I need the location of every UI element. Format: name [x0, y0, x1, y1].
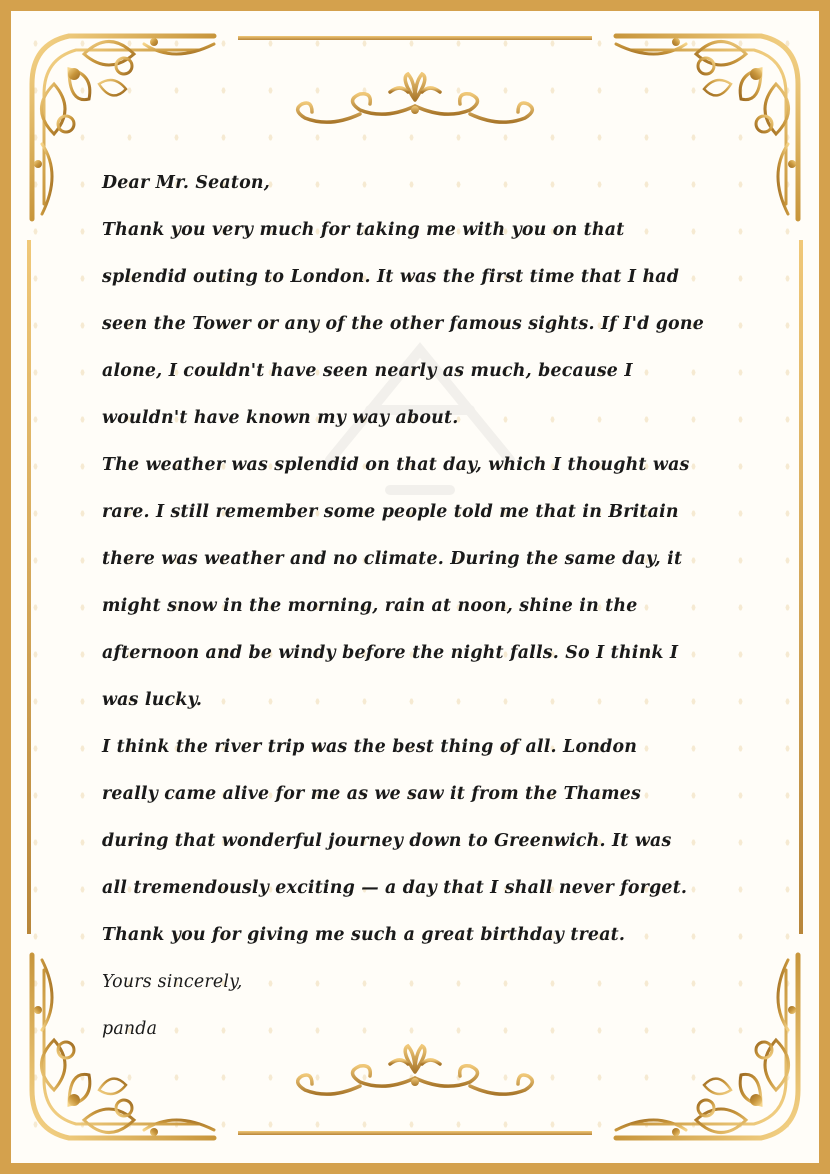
letter-body	[102, 160, 762, 1053]
letter-line: during that wonderful journey down to Greenwich. It was	[102, 831, 672, 851]
letter-line: afternoon and be windy before the night falls. So I think I	[102, 643, 679, 663]
letter-line: all tremendously exciting — a day that I shall never forget.	[102, 878, 688, 898]
closing: Yours sincerely,	[102, 972, 243, 992]
bottom-rule	[238, 1131, 592, 1135]
letter-line: splendid outing to London. It was the first time that I had	[102, 267, 680, 287]
letter-line: really came alive for me as we saw it from the Thames	[102, 784, 641, 804]
letter-line: rare. I still remember some people told me that in Britain	[102, 502, 679, 522]
letter-line: I think the river trip was the best thing of all. London	[102, 737, 638, 757]
letter-line: seen the Tower or any of the other famous sights. If I'd gone	[102, 314, 704, 334]
letter-line: Thank you for giving me such a great birthday treat.	[102, 925, 626, 945]
letter-line: wouldn't have known my way about.	[102, 408, 459, 428]
letter-line: was lucky.	[102, 690, 203, 710]
letter-line: might snow in the morning, rain at noon, shine in the	[102, 596, 638, 616]
right-rule	[799, 240, 803, 934]
letter-line: there was weather and no climate. During the same day, it	[102, 549, 683, 569]
salutation: Dear Mr. Seaton,	[102, 173, 270, 193]
signature: panda	[102, 1019, 158, 1039]
left-rule	[27, 240, 31, 934]
letter-line: Thank you very much for taking me with you on that	[102, 220, 625, 240]
letter-line: alone, I couldn't have seen nearly as much, because I	[102, 361, 633, 381]
top-rule	[238, 36, 592, 40]
letter-line: The weather was splendid on that day, which I thought was	[102, 455, 690, 475]
scroll-ornament-icon	[290, 70, 540, 130]
